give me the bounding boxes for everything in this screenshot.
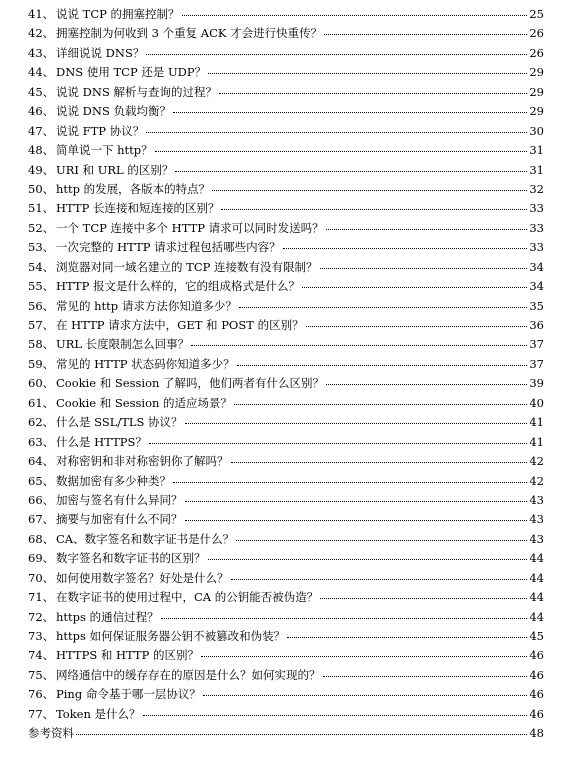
toc-entry-page: 29 [529,65,544,80]
references-title[interactable]: 参考资料 [28,726,74,741]
toc-entry-page: 30 [529,123,544,138]
toc-entry[interactable] [28,316,544,335]
toc-entry[interactable] [28,530,544,549]
dot-leader [155,150,528,152]
toc-entry-title[interactable]: 网络通信中的缓存存在的原因是什么？如何实现的？ [56,667,321,682]
dot-leader [283,247,528,249]
toc-entry-number: 47、 [28,123,55,138]
dot-leader [221,208,527,210]
toc-entry-number: 54、 [28,259,55,274]
toc-entry-title[interactable]: 加密与签名有什么异同？ [56,492,183,507]
toc-entry-title[interactable]: 说说 DNS 解析与查询的过程？ [56,84,217,99]
toc-entry[interactable] [28,83,544,102]
toc-entry[interactable] [28,219,544,238]
dot-leader [324,33,527,35]
toc-entry-number: 49、 [28,162,55,177]
toc-entry-page: 46 [529,687,544,702]
toc-entry-number: 57、 [28,318,55,332]
toc-entry[interactable] [28,161,544,180]
toc-entry-title[interactable]: 一个 TCP 连接中多个 HTTP 请求可以同时发送吗？ [56,220,324,235]
dot-leader [323,675,528,677]
toc-entry-number: 51、 [28,201,55,216]
dot-leader [185,500,528,502]
dot-leader [76,733,527,735]
toc-entry-title[interactable]: HTTPS 和 HTTP 的区别？ [56,648,199,663]
dot-leader [143,714,528,716]
toc-entry[interactable] [28,122,544,141]
toc-entry[interactable] [28,646,544,665]
toc-entry-title[interactable]: Cookie 和 Session 的适应场景？ [56,395,233,410]
toc-entry[interactable] [28,335,544,354]
toc-entry-page: 44 [529,570,544,585]
toc-entry-page: 29 [529,104,544,119]
toc-entry-number: 55、 [28,279,55,294]
toc-entry-page: 31 [529,143,544,158]
toc-entry-number: 72、 [28,609,55,624]
toc-entry[interactable] [28,180,544,199]
toc-entry-page: 42 [529,454,544,469]
toc-entry-title[interactable]: DNS 使用 TCP 还是 UDP？ [56,65,207,80]
toc-entry-number: 62、 [28,415,55,430]
toc-entry-page: 26 [529,26,544,41]
toc-entry-title[interactable]: 数字签名和数字证书的区别？ [56,551,206,566]
toc-entry-page: 43 [529,512,544,527]
dot-leader [236,539,527,541]
dot-leader [320,267,528,269]
toc-entry-number: 46、 [28,104,55,119]
toc-entry-page: 26 [529,45,544,60]
toc-entry-number: 66、 [28,492,55,507]
toc-references-entry[interactable] [28,724,544,743]
toc-entry[interactable] [28,627,544,646]
toc-entry-page: 43 [529,531,544,546]
dot-leader [182,14,528,16]
dot-leader [326,383,527,385]
toc-entry-number: 52、 [28,220,55,235]
dot-leader [326,228,528,230]
dot-leader [208,72,527,74]
toc-entry-title[interactable]: Token 是什么？ [56,706,141,721]
toc-entry[interactable] [28,102,544,121]
toc-entry-page: 44 [529,609,544,624]
toc-entry[interactable] [28,452,544,471]
toc-entry[interactable] [28,5,544,24]
toc-entry[interactable] [28,44,544,63]
toc-entry-number: 76、 [28,687,55,702]
dot-leader [208,558,528,560]
toc-entry-title[interactable]: 拥塞控制为何收到 3 个重复 ACK 才会进行快重传？ [56,26,323,41]
toc-entry-number: 74、 [28,648,55,663]
toc-entry[interactable] [28,63,544,82]
toc-entry-page: 42 [529,473,544,488]
toc-entry[interactable] [28,141,544,160]
toc-entry[interactable] [28,685,544,704]
toc-entry-page: 33 [529,240,544,255]
toc-entry-number: 73、 [28,629,55,643]
toc-entry-page: 43 [529,492,544,507]
toc-entry-number: 53、 [28,240,55,255]
toc-entry[interactable] [28,549,544,568]
toc-entry[interactable] [28,277,544,296]
toc-entry-page: 45 [529,629,544,643]
toc-entry-number: 63、 [28,434,55,449]
toc-entry-title[interactable]: 详细说说 DNS？ [56,45,145,60]
toc-entry-title[interactable]: URI 和 URL 的区别？ [56,162,174,177]
toc-entry-number: 60、 [28,376,55,391]
dot-leader [191,344,527,346]
toc-entry-title[interactable]: 说说 TCP 的拥塞控制？ [56,7,180,21]
toc-entry-title[interactable]: Ping 命令基于哪一层协议？ [56,687,201,702]
toc-entry-number: 43、 [28,45,55,60]
references-page: 48 [529,726,544,741]
toc-entry-page: 46 [529,706,544,721]
dot-leader [201,655,527,657]
toc-entry-title[interactable]: 在 HTTP 请求方法中，GET 和 POST 的区别？ [56,318,304,332]
toc-entry[interactable] [28,705,544,724]
toc-entry[interactable] [28,666,544,685]
toc-entry[interactable] [28,413,544,432]
toc-entry[interactable] [28,608,544,627]
toc-entry-title[interactable]: 说说 DNS 负载均衡？ [56,104,171,119]
toc-entry-page: 32 [529,181,544,196]
toc-entry-page: 31 [529,162,544,177]
dot-leader [320,597,527,599]
toc-entry-title[interactable]: 数据加密有多少种类？ [56,473,171,488]
dot-leader [231,578,528,580]
toc-entry-page: 44 [529,590,544,605]
toc-entry-number: 41、 [28,7,55,21]
dot-leader [231,461,528,463]
toc-entry-title[interactable]: 一次完整的 HTTP 请求过程包括哪些内容？ [56,240,281,255]
toc-entry-page: 41 [529,434,544,449]
toc-entry-number: 70、 [28,570,55,585]
dot-leader [234,403,527,405]
toc-entry-number: 56、 [28,298,55,313]
toc-entry-page: 46 [529,667,544,682]
dot-leader [173,111,527,113]
toc-entry-page: 39 [529,376,544,391]
toc-entry-title[interactable]: 简单说一下 http？ [56,143,153,158]
toc-entry-page: 41 [529,415,544,430]
toc-entry-number: 42、 [28,26,55,41]
toc-entry-title[interactable]: 浏览器对同一域名建立的 TCP 连接数有没有限制？ [56,259,318,274]
toc-entry-title[interactable]: 在数字证书的使用过程中，CA 的公钥能否被伪造？ [56,590,319,605]
toc-entry-page: 29 [529,84,544,99]
toc-entry[interactable] [28,394,544,413]
dot-leader [185,519,528,521]
dot-leader [302,286,527,288]
toc-entry-title[interactable]: 摘要与加密有什么不同？ [56,512,183,527]
toc-entry-number: 69、 [28,551,55,566]
toc-entry-page: 40 [529,395,544,410]
dot-leader [146,53,527,55]
toc-entry[interactable] [28,569,544,588]
toc-entry-page: 44 [529,551,544,566]
toc-entry-page: 34 [529,259,544,274]
toc-entry-title[interactable]: HTTP 报文是什么样的，它的组成格式是什么？ [56,279,300,294]
dot-leader [146,131,527,133]
toc-entry-page: 33 [529,220,544,235]
toc-entry-number: 58、 [28,337,55,352]
toc-entry-title[interactable]: CA、数字签名和数字证书是什么？ [56,531,235,546]
dot-leader [203,694,528,696]
toc-entry-page: 33 [529,201,544,216]
toc-entry-number: 61、 [28,395,55,410]
toc-entry-number: 65、 [28,473,55,488]
toc-entry-title[interactable]: 说说 FTP 协议？ [56,123,145,138]
toc-entry[interactable] [28,510,544,529]
toc-entry[interactable] [28,491,544,510]
toc-entry[interactable] [28,199,544,218]
toc-entry[interactable] [28,472,544,491]
toc-entry-page: 36 [529,318,544,332]
toc-entry[interactable] [28,24,544,43]
toc-entry-title[interactable]: 什么是 SSL/TLS 协议？ [56,415,183,430]
toc-entry-number: 50、 [28,181,55,196]
dot-leader [306,325,528,327]
toc-entry-number: 77、 [28,706,55,721]
toc-entry-number: 71、 [28,590,55,605]
dot-leader [185,422,528,424]
toc-entry-number: 45、 [28,84,55,99]
toc-entry-title[interactable]: 对称密钥和非对称密钥你了解吗？ [56,454,229,469]
toc-entry[interactable] [28,355,544,374]
toc-entry-title[interactable]: HTTP 长连接和短连接的区别？ [56,201,220,216]
toc-entry-title[interactable]: Cookie 和 Session 了解吗，他们两者有什么区别？ [56,376,325,391]
toc-entry[interactable] [28,588,544,607]
toc-entry-title[interactable]: 什么是 HTTPS？ [56,434,147,449]
toc-entry-title[interactable]: 常见的 HTTP 状态码你知道多少？ [56,356,235,371]
toc-entry-number: 64、 [28,454,55,469]
toc-entry-page: 37 [529,356,544,371]
dot-leader [149,442,528,444]
toc-entry-page: 46 [529,648,544,663]
toc-entry-number: 68、 [28,531,55,546]
dot-leader [239,306,528,308]
dot-leader [175,170,527,172]
dot-leader [161,617,528,619]
toc-entry-title[interactable]: https 如何保证服务器公钥不被篡改和伪装？ [56,629,286,643]
toc-entry-title[interactable]: 常见的 http 请求方法你知道多少？ [56,298,237,313]
toc-entry-page: 34 [529,279,544,294]
toc-entry-title[interactable]: URL 长度限制怎么回事？ [56,337,190,352]
toc-entry[interactable] [28,433,544,452]
toc-entry-title[interactable]: http 的发展，各版本的特点？ [56,181,211,196]
toc-entry[interactable] [28,238,544,257]
toc-entry-number: 48、 [28,143,55,158]
toc-entry[interactable] [28,297,544,316]
toc-entry[interactable] [28,258,544,277]
dot-leader [287,636,527,638]
toc-entry-number: 75、 [28,667,55,682]
dot-leader [219,92,527,94]
toc-entry[interactable] [28,374,544,393]
dot-leader [173,481,527,483]
dot-leader [237,364,528,366]
toc-entry-page: 35 [529,298,544,313]
table-of-contents [28,5,544,744]
toc-entry-page: 37 [529,337,544,352]
toc-entry-title[interactable]: https 的通信过程？ [56,609,159,624]
toc-entry-number: 67、 [28,512,55,527]
toc-entry-number: 44、 [28,65,55,80]
toc-entry-title[interactable]: 如何使用数字签名？好处是什么？ [56,570,229,585]
toc-entry-page: 25 [529,7,544,21]
dot-leader [212,189,527,191]
toc-entry-number: 59、 [28,356,55,371]
